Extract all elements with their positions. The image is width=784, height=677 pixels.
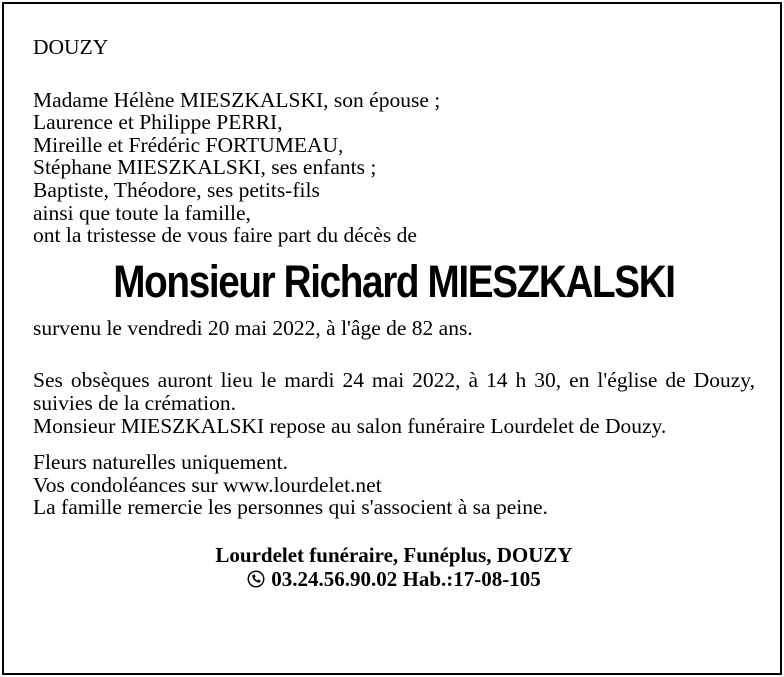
obituary-notice (2, 2, 782, 675)
spacer (33, 519, 755, 543)
spacer (33, 437, 755, 451)
notice-content (33, 36, 755, 591)
phone-icon (247, 570, 265, 588)
contact-text: 03.24.56.90.02 Hab.:17-08-105 (271, 566, 541, 591)
condolences-note: Vos condoléances sur www.lourdelet.net (33, 472, 382, 497)
funeral-home-name: Lourdelet funéraire, Funéplus, DOUZY (215, 542, 573, 567)
family-line: ainsi que toute la famille, (33, 200, 251, 225)
family-line: ont la tristesse de vous faire part du décès de (33, 223, 417, 248)
spacer (33, 59, 755, 89)
family-line: Stéphane MIESZKALSKI, ses enfants ; (33, 155, 377, 180)
rest-location: Monsieur MIESZKALSKI repose au salon funéraire Lourdelet de Douzy. (33, 413, 667, 438)
flowers-note: Fleurs naturelles uniquement. (33, 450, 288, 475)
spacer (33, 339, 755, 369)
thanks-note: La famille remercie les personnes qui s'associent à sa peine. (33, 495, 548, 520)
death-info: survenu le vendredi 20 mai 2022, à l'âge de 82 ans. (33, 315, 473, 340)
family-list (33, 89, 755, 247)
family-line: Mireille et Frédéric FORTUMEAU, (33, 132, 344, 157)
funeral-details: Ses obsèques auront lieu le mardi 24 mai 2022, à 14 h 30, en l'église de Douzy, suivies de la crémation. (33, 368, 755, 415)
family-line: Madame Hélène MIESZKALSKI, son épouse ; (33, 87, 441, 112)
family-line: Baptiste, Théodore, ses petits-fils (33, 177, 320, 202)
family-line: Laurence et Philippe PERRI, (33, 110, 283, 135)
funeral-home-footer (33, 543, 755, 591)
deceased-name: Monsieur Richard MIESZKALSKI (113, 255, 675, 307)
closing-section (33, 451, 755, 519)
location-header: DOUZY (33, 35, 109, 59)
funeral-home-contact (33, 567, 755, 591)
